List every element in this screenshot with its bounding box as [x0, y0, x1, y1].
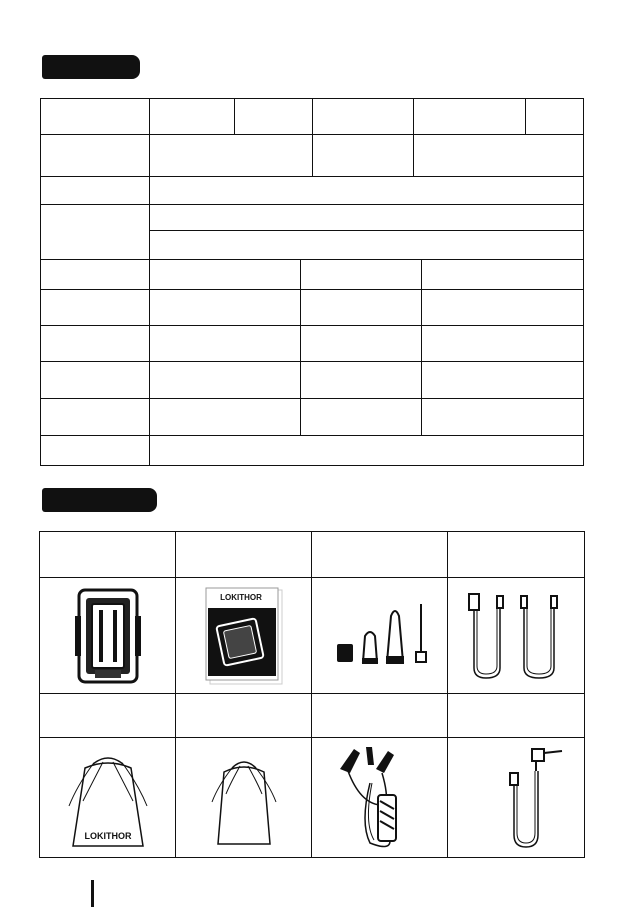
manual-cell — [176, 578, 311, 693]
jumper-clamps-icon — [330, 743, 430, 853]
page-footer-bar — [91, 880, 94, 907]
pouch-logo: LOKITHOR — [84, 830, 131, 841]
usb-cables-cell — [448, 578, 584, 693]
plain-pouch-cell — [176, 738, 311, 858]
specifications-tab — [42, 55, 140, 79]
nozzle-adapters-icon — [325, 596, 435, 676]
specifications-table — [40, 98, 584, 466]
jump-starter-icon — [73, 586, 143, 686]
air-hose-cell — [448, 738, 584, 858]
nozzle-adapters-cell — [312, 578, 447, 693]
accessories-table — [39, 531, 585, 858]
accessories-tab — [42, 488, 157, 512]
manual-icon — [204, 586, 284, 686]
usb-cables-icon — [461, 588, 571, 683]
air-hose-icon — [466, 743, 566, 853]
manual-logo: LOKITHOR — [219, 592, 262, 602]
jumper-clamps-cell — [312, 738, 447, 858]
accessories-tab-label — [42, 493, 52, 507]
branded-pouch-cell — [40, 738, 175, 858]
branded-pouch-icon — [63, 746, 153, 851]
plain-pouch-icon — [204, 748, 284, 848]
specifications-tab-label — [42, 60, 52, 74]
jump-starter-cell — [40, 578, 175, 693]
